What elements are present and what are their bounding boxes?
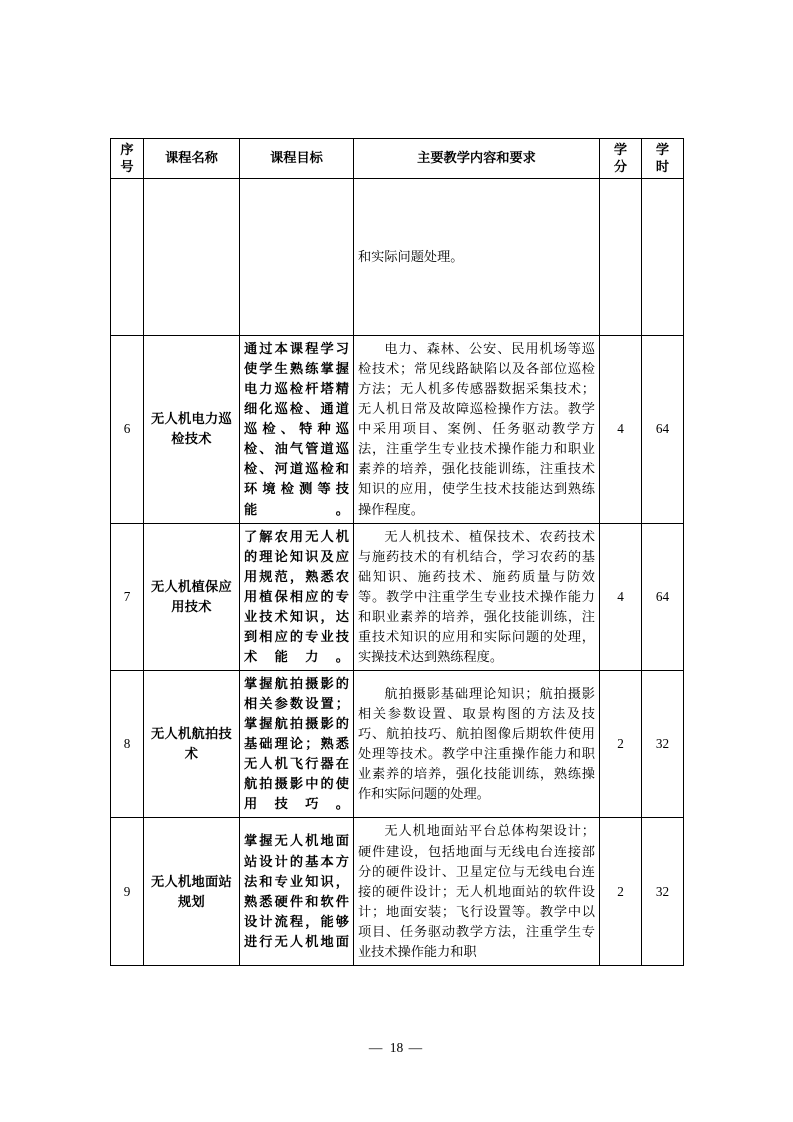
cell-course-goal: 通过本课程学习使学生熟练掌握电力巡检杆塔精细化巡检、通道巡检、特种巡检、油气管道巡检、河道巡检和环境检测等技能。 xyxy=(240,336,354,524)
cell-credit xyxy=(600,179,642,336)
cell-course-goal: 了解农用无人机的理论知识及应用规范，熟悉农用植保相应的专业技术知识，达到相应的专业技术能力。 xyxy=(240,523,354,670)
header-cell-goal: 课程目标 xyxy=(240,139,354,179)
cell-credit: 2 xyxy=(600,671,642,818)
cell-course-goal: 掌握无人机地面站设计的基本方法和专业知识，熟悉硬件和软件设计流程，能够进行无人机地面 xyxy=(240,818,354,965)
cell-no: 7 xyxy=(111,523,144,670)
cell-no: 8 xyxy=(111,671,144,818)
table-header xyxy=(111,139,684,179)
cell-course-name: 无人机植保应用技术 xyxy=(144,523,240,670)
header-cell-content: 主要教学内容和要求 xyxy=(354,139,600,179)
cell-no: 6 xyxy=(111,336,144,524)
cell-course-name: 无人机电力巡检技术 xyxy=(144,336,240,524)
header-credit-line2: 分 xyxy=(613,158,628,174)
table-header-row xyxy=(111,139,684,179)
course-table xyxy=(110,138,684,966)
cell-course-content: 和实际问题处理。 xyxy=(354,179,600,336)
cell-course-name xyxy=(144,179,240,336)
header-no-line2: 号 xyxy=(120,158,134,174)
page-footer xyxy=(0,1040,793,1056)
cell-hours: 32 xyxy=(642,671,684,818)
header-hours-line1: 学 xyxy=(655,142,670,157)
cell-credit: 4 xyxy=(600,336,642,524)
header-cell-hours xyxy=(642,139,684,179)
cell-course-name: 无人机航拍技术 xyxy=(144,671,240,818)
cell-course-content: 航拍摄影基础理论知识；航拍摄影相关参数设置、取景构图的方法及技巧、航拍技巧、航拍图像后期软件使用处理等技术。教学中注重操作能力和职业素养的培养，强化技能训练，熟练操作和实际问题的处理。 xyxy=(354,671,600,818)
table-row xyxy=(111,818,684,965)
course-table-wrapper xyxy=(110,138,683,966)
footer-dash-right: — xyxy=(408,1040,425,1055)
cell-course-content: 电力、森林、公安、民用机场等巡检技术；常见线路缺陷以及各部位巡检方法；无人机多传感器数据采集技术；无人机日常及故障巡检操作方法。教学中采用项目、案例、任务驱动教学方法，注重学生专业技术操作能力和职业素养的培养，强化技能训练，注重技术知识的应用，使学生技术技能达到熟练操作程度。 xyxy=(354,336,600,524)
cell-no xyxy=(111,179,144,336)
cell-credit: 2 xyxy=(600,818,642,965)
cell-course-name: 无人机地面站规划 xyxy=(144,818,240,965)
cell-course-content: 无人机技术、植保技术、农药技术与施药技术的有机结合，学习农药的基础知识、施药技术、施药质量与防效等。教学中注重学生专业技术操作能力和职业素养的培养，强化技能训练，注重技术知识的应用和实际问题的处理，实操技术达到熟练程度。 xyxy=(354,523,600,670)
footer-dash-left: — xyxy=(368,1040,385,1055)
table-row xyxy=(111,671,684,818)
header-hours-line2: 时 xyxy=(655,158,670,174)
page-number: 18 xyxy=(389,1040,404,1055)
header-credit-line1: 学 xyxy=(613,142,628,157)
table-row xyxy=(111,336,684,524)
table-row xyxy=(111,179,684,336)
header-no-line1: 序 xyxy=(120,142,134,157)
cell-hours: 32 xyxy=(642,818,684,965)
table-row xyxy=(111,523,684,670)
table-body xyxy=(111,179,684,966)
cell-no: 9 xyxy=(111,818,144,965)
cell-credit: 4 xyxy=(600,523,642,670)
cell-hours: 64 xyxy=(642,336,684,524)
cell-course-content: 无人机地面站平台总体构架设计；硬件建设，包括地面与无线电台连接部分的硬件设计、卫星定位与无线电台连接的硬件设计；无人机地面站的软件设计；地面安装；飞行设置等。教学中以项目、任务驱动教学方法，注重学生专业技术操作能力和职 xyxy=(354,818,600,965)
header-cell-name: 课程名称 xyxy=(144,139,240,179)
cell-course-goal: 掌握航拍摄影的相关参数设置；掌握航拍摄影的基础理论；熟悉无人机飞行器在航拍摄影中的使用技巧。 xyxy=(240,671,354,818)
cell-course-goal xyxy=(240,179,354,336)
cell-hours: 64 xyxy=(642,523,684,670)
header-cell-credit xyxy=(600,139,642,179)
cell-hours xyxy=(642,179,684,336)
header-cell-no xyxy=(111,139,144,179)
